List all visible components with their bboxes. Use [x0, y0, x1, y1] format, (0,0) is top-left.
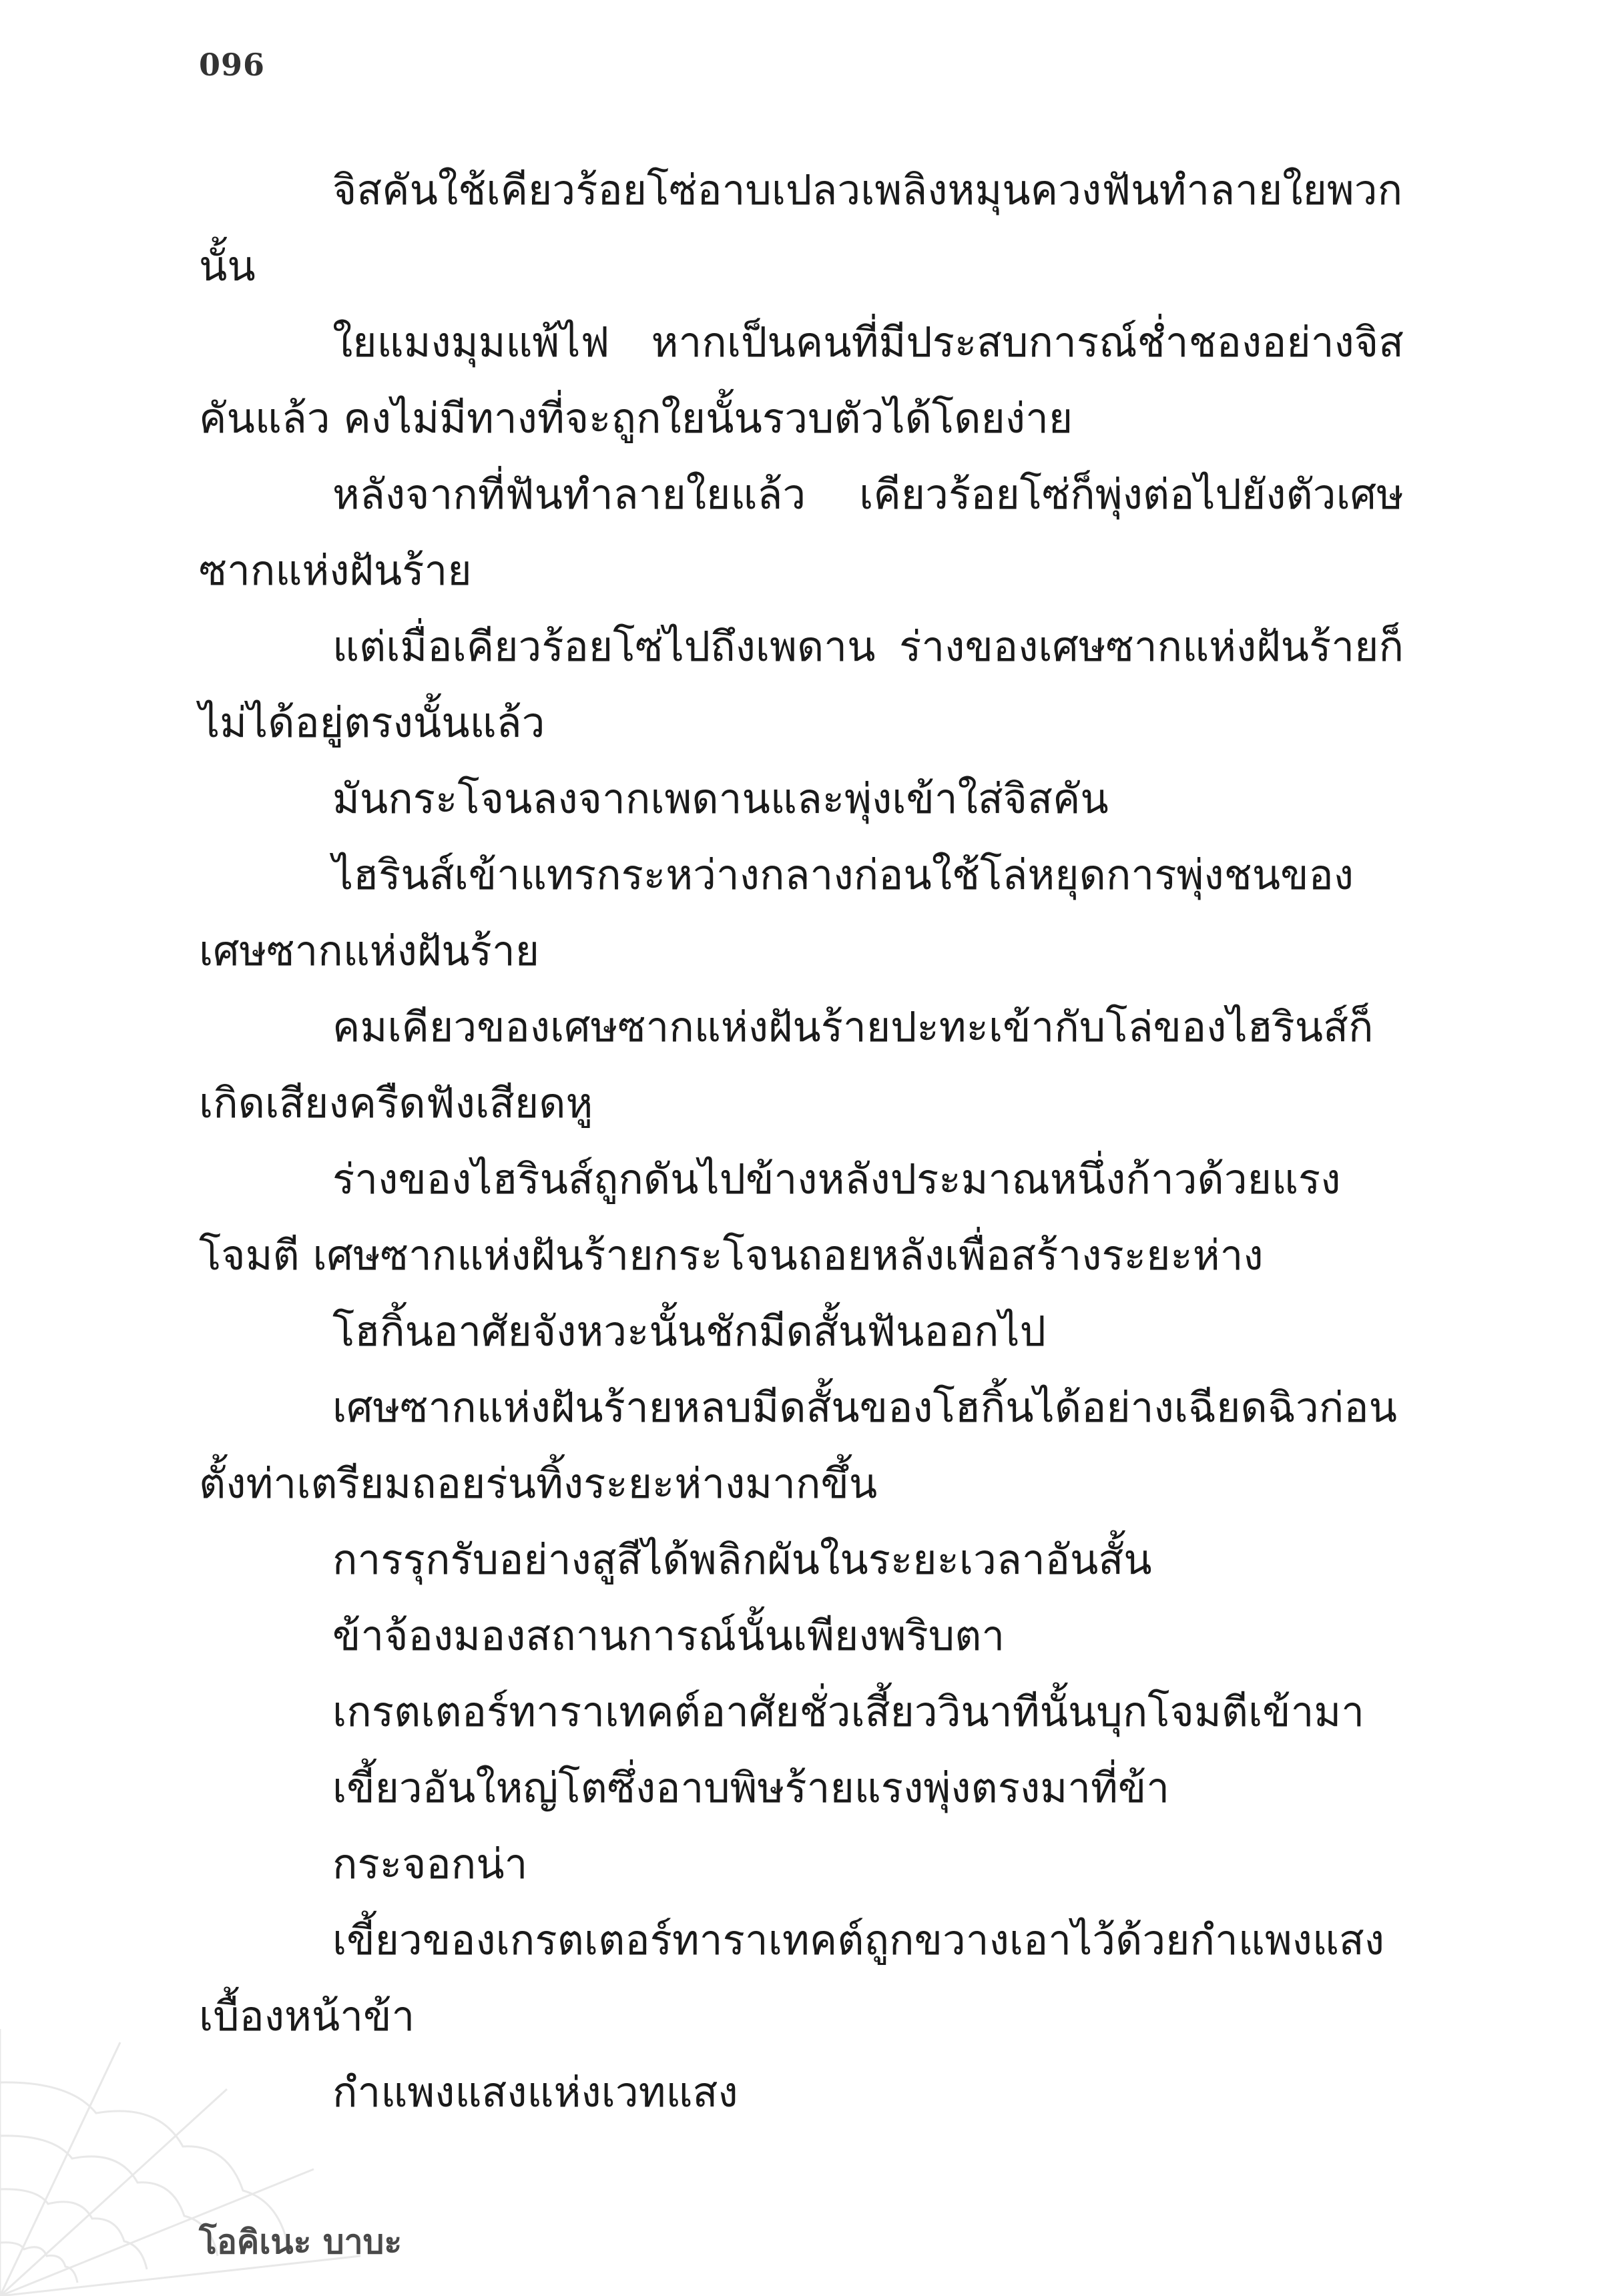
paragraph: แต่เมื่อเคียวร้อยโซ่ไปถึงเพดาน ร่างของเศษซากแห่งฝันร้ายก็ไม่ได้อยู่ตรงนั้นแล้ว	[199, 622, 1404, 747]
paragraph: หลังจากที่ฟันทำลายใยแล้ว เคียวร้อยโซ่ก็พุ่งต่อไปยังตัวเศษซากแห่งฝันร้าย	[199, 470, 1404, 595]
paragraph: ไฮรินส์เข้าแทรกระหว่างกลางก่อนใช้โล่หยุดการพุ่งชนของเศษซากแห่งฝันร้าย	[199, 850, 1354, 975]
body-text	[199, 152, 1404, 2130]
paragraph: โฮกิ้นอาศัยจังหวะนั้นชักมีดสั้นฟันออกไป	[332, 1307, 1046, 1356]
page-number: 096	[199, 47, 266, 83]
paragraph: กำแพงแสงแห่งเวทแสง	[332, 2068, 738, 2116]
paragraph: เกรตเตอร์ทาราเทคต์อาศัยชั่วเสี้ยววินาทีนั้นบุกโจมตีเข้ามา	[332, 1687, 1365, 1736]
footer-title: โอคิเนะ บาบะ	[199, 2223, 402, 2261]
paragraph: มันกระโจนลงจากเพดานและพุ่งเข้าใส่จิสคัน	[332, 774, 1109, 823]
paragraph: เขี้ยวอันใหญ่โตซึ่งอาบพิษร้ายแรงพุ่งตรงมาที่ข้า	[332, 1763, 1170, 1812]
paragraph: เขี้ยวของเกรตเตอร์ทาราเทคต์ถูกขวางเอาไว้ด้วยกำแพงแสงเบื้องหน้าข้า	[199, 1916, 1385, 2040]
paragraph: กระจอกน่า	[332, 1839, 528, 1888]
paragraph: ร่างของไฮรินส์ถูกดันไปข้างหลังประมาณหนึ่งก้าวด้วยแรงโจมตี เศษซากแห่งฝันร้ายกระโจนถอยหลังเพื่อสร้างระยะห่าง	[199, 1155, 1341, 1279]
paragraph: การรุกรับอย่างสูสีได้พลิกผันในระยะเวลาอันสั้น	[332, 1535, 1152, 1584]
paragraph: ข้าจ้องมองสถานการณ์นั้นเพียงพริบตา	[332, 1611, 1005, 1660]
paragraph: เศษซากแห่งฝันร้ายหลบมีดสั้นของโฮกิ้นได้อย่างเฉียดฉิวก่อนตั้งท่าเตรียมถอยร่นทิ้งระยะห่างมากขึ้น	[199, 1383, 1397, 1508]
paragraph: คมเคียวของเศษซากแห่งฝันร้ายปะทะเข้ากับโล่ของไฮรินส์ก็เกิดเสียงครืดฟังเสียดหู	[199, 1002, 1374, 1127]
paragraph: ใยแมงมุมแพ้ไฟ หากเป็นคนที่มีประสบการณ์ช่ำชองอย่างจิสคันแล้ว คงไม่มีทางที่จะถูกใยนั้นรวบตัวได้โดยง่าย	[199, 318, 1404, 443]
paragraph: จิสคันใช้เคียวร้อยโซ่อาบเปลวเพลิงหมุนควงฟันทำลายใยพวกนั้น	[199, 166, 1403, 290]
